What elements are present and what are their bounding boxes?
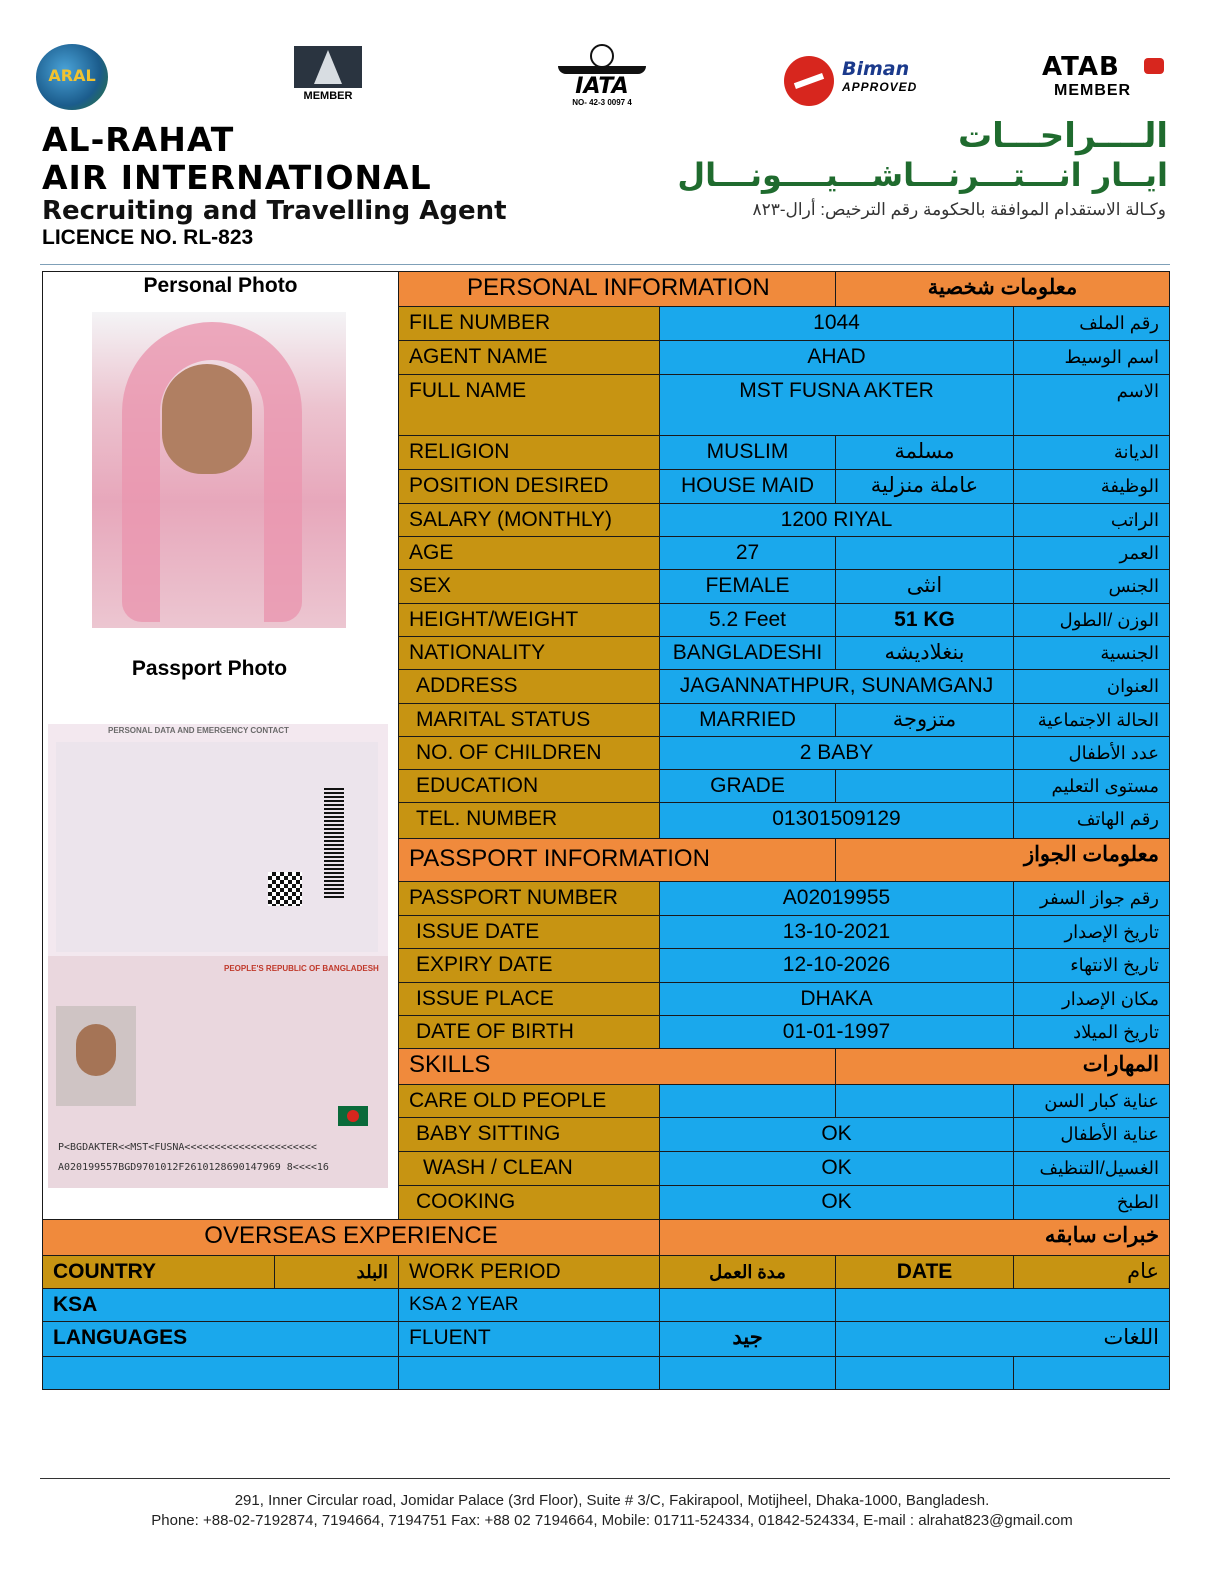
personal-label-4: POSITION DESIRED	[409, 474, 609, 497]
country-header-arabic-text: البلد	[356, 1262, 388, 1282]
globe-icon	[590, 44, 614, 68]
personal-label-10: ADDRESS	[416, 674, 518, 697]
passport-value-3: DHAKA	[800, 987, 873, 1010]
personal-photo	[92, 312, 346, 628]
personal-label-2-cell	[398, 374, 660, 436]
company-name-arabic-line2: ايــار انـــتـــرنـــاشـــيــــونـــال	[677, 156, 1168, 194]
bangladesh-flag-icon	[338, 1106, 368, 1126]
personal-value-arabic-8-cell	[835, 603, 1014, 637]
passport-arabic-label-1-cell	[1013, 915, 1170, 949]
footer-divider	[40, 1478, 1170, 1479]
personal-arabic-label-8-cell	[1013, 603, 1170, 637]
experience-date-cell	[835, 1288, 1170, 1322]
personal-arabic-label-14-cell	[1013, 802, 1170, 839]
company-tagline: Recruiting and Travelling Agent	[42, 196, 507, 226]
aaira-logo	[294, 46, 362, 102]
personal-value-arabic-4-cell	[835, 469, 1014, 504]
personal-value-arabic-7: انثى	[906, 574, 943, 597]
personal-label-10-cell	[398, 669, 660, 704]
passport-arabic-label-3: مكان الإصدار	[1062, 989, 1159, 1009]
personal-value-arabic-11-cell	[835, 703, 1014, 737]
personal-value-7-cell	[659, 569, 836, 604]
personal-arabic-label-11-cell	[1013, 703, 1170, 737]
languages-value: FLUENT	[409, 1326, 491, 1349]
work-period-header	[398, 1255, 660, 1289]
personal-arabic-label-4-cell	[1013, 469, 1170, 504]
personal-arabic-label-2: الاسم	[1116, 381, 1159, 401]
overseas-heading-text: OVERSEAS EXPERIENCE	[204, 1222, 498, 1249]
work-period-header-arabic-text: مدة العمل	[709, 1262, 786, 1282]
atab-member-text: MEMBER	[1054, 82, 1132, 99]
skills-value-3: OK	[821, 1190, 852, 1213]
personal-value-1: AHAD	[807, 345, 866, 368]
personal-arabic-label-2-cell	[1013, 374, 1170, 436]
skills-value-extra-0-cell	[835, 1084, 1014, 1118]
personal-value-14-cell	[659, 802, 1014, 839]
passport-barcode	[324, 788, 344, 898]
personal-label-12: NO. OF CHILDREN	[416, 741, 602, 764]
personal-arabic-label-13-cell	[1013, 769, 1170, 803]
country-header-arabic	[274, 1255, 399, 1289]
skills-label-3-cell	[398, 1185, 660, 1220]
date-header-arabic	[1013, 1255, 1170, 1289]
personal-label-13-cell	[398, 769, 660, 803]
passport-label-4: DATE OF BIRTH	[416, 1020, 574, 1043]
personal-arabic-label-6-cell	[1013, 536, 1170, 570]
personal-label-9-cell	[398, 636, 660, 670]
passport-info-heading-arabic-text: معلومات الجواز	[1023, 843, 1159, 866]
personal-label-4-cell	[398, 469, 660, 504]
personal-value-10-cell	[659, 669, 1014, 704]
company-licence-arabic: وكـالة الاستقدام الموافقة بالحكومة رقم الترخيص: أرال-٨٢٣	[752, 200, 1166, 219]
iata-number: NO- 42-3 0097 4	[572, 98, 632, 107]
personal-value-12: 2 BABY	[799, 741, 874, 764]
skills-label-1: BABY SITTING	[416, 1122, 561, 1145]
passport-arabic-label-0-cell	[1013, 881, 1170, 916]
experience-period-value: KSA 2 YEAR	[409, 1294, 519, 1315]
passport-value-4: 01-01-1997	[782, 1020, 891, 1043]
passport-value-0-cell	[659, 881, 1014, 916]
skills-arabic-label-3-cell	[1013, 1185, 1170, 1220]
personal-label-1: AGENT NAME	[409, 345, 548, 368]
passport-label-1: ISSUE DATE	[416, 920, 540, 943]
passport-value-2-cell	[659, 948, 1014, 983]
skills-arabic-label-2: الغسيل/التنظيف	[1039, 1158, 1159, 1178]
licence-number: LICENCE NO. RL-823	[42, 226, 254, 249]
headscarf-shape	[122, 322, 302, 622]
empty-row-cell-2	[398, 1356, 660, 1390]
personal-value-4: HOUSE MAID	[680, 474, 814, 497]
skills-arabic-label-0-cell	[1013, 1084, 1170, 1118]
personal-value-3: MUSLIM	[706, 440, 789, 463]
passport-page-heading: PERSONAL DATA AND EMERGENCY CONTACT	[108, 726, 289, 735]
personal-value-13-cell	[659, 769, 836, 803]
personal-label-3-cell	[398, 435, 660, 470]
personal-value-6-cell	[659, 536, 836, 570]
personal-arabic-label-11: الحالة الاجتماعية	[1037, 710, 1159, 730]
atab-emblem-icon	[1144, 58, 1164, 74]
passport-mrz-line2: A020199557BGD9701012F2610128690147969 8<<<<16	[58, 1162, 329, 1173]
empty-row-cell-5	[1013, 1356, 1170, 1390]
skills-label-2-cell	[398, 1151, 660, 1186]
passport-arabic-label-4-cell	[1013, 1015, 1170, 1049]
passport-info-heading	[398, 838, 836, 882]
personal-value-arabic-9: بنغلاديشه	[884, 641, 965, 664]
personal-label-0: FILE NUMBER	[409, 311, 551, 334]
personal-value-5: 1200 RIYAL	[780, 508, 893, 531]
languages-arabic-label: اللغات	[1103, 1326, 1159, 1349]
passport-value-3-cell	[659, 982, 1014, 1016]
passport-info-heading-text: PASSPORT INFORMATION	[409, 845, 710, 872]
date-header	[835, 1255, 1014, 1289]
personal-arabic-label-0-cell	[1013, 306, 1170, 341]
personal-value-8-cell	[659, 603, 836, 637]
personal-arabic-label-13: مستوى التعليم	[1051, 776, 1159, 796]
skills-value-1: OK	[821, 1122, 852, 1145]
footer-contact: Phone: +88-02-7192874, 7194664, 7194751 Fax: +88 02 7194664, Mobile: 01711-524334, 01842-524334, E-mail : alrahat823@gmail.com	[151, 1512, 1073, 1529]
personal-label-1-cell	[398, 340, 660, 375]
date-header-arabic-text: عام	[1127, 1260, 1159, 1283]
passport-mrz-line1: P<BGDAKTER<<MST<FUSNA<<<<<<<<<<<<<<<<<<<<<<	[58, 1142, 317, 1153]
passport-label-4-cell	[398, 1015, 660, 1049]
personal-info-heading-arabic	[835, 271, 1170, 307]
languages-arabic-cell	[835, 1321, 1170, 1357]
passport-bio-page	[48, 956, 388, 1188]
personal-arabic-label-4: الوظيفة	[1100, 476, 1159, 496]
skills-arabic-label-1: عناية الأطفال	[1060, 1124, 1159, 1144]
personal-label-5-cell	[398, 503, 660, 537]
personal-value-12-cell	[659, 736, 1014, 770]
company-name-line1: AL-RAHAT	[42, 120, 235, 159]
personal-label-5: SALARY (MONTHLY)	[409, 508, 613, 531]
passport-label-2: EXPIRY DATE	[416, 953, 553, 976]
personal-value-2: MST FUSNA AKTER	[739, 379, 934, 402]
personal-value-10: JAGANNATHPUR, SUNAMGANJ	[679, 674, 994, 697]
personal-label-9: NATIONALITY	[409, 641, 546, 664]
personal-arabic-label-9: الجنسية	[1100, 643, 1159, 663]
personal-arabic-label-7: الجنس	[1108, 576, 1159, 596]
passport-holder-photo	[56, 1006, 136, 1106]
aral-logo	[36, 44, 108, 110]
biman-logo	[784, 56, 934, 106]
passport-info-heading-arabic	[835, 838, 1170, 882]
personal-value-arabic-13-cell	[835, 769, 1014, 803]
skills-heading-arabic-text: المهارات	[1082, 1053, 1159, 1076]
passport-arabic-label-0: رقم جواز السفر	[1040, 888, 1159, 908]
personal-value-13: GRADE	[710, 774, 785, 797]
passport-arabic-label-2: تاريخ الانتهاء	[1070, 955, 1159, 975]
personal-info-heading-arabic-text: معلومات شخصية	[927, 276, 1078, 299]
personal-label-11-cell	[398, 703, 660, 737]
work-period-header-text: WORK PERIOD	[409, 1260, 561, 1283]
atab-logo	[1038, 52, 1170, 100]
country-header	[42, 1255, 275, 1289]
personal-value-14: 01301509129	[772, 807, 901, 830]
qr-code-icon	[268, 872, 302, 906]
experience-period-arabic-cell	[659, 1288, 836, 1322]
experience-country-cell	[42, 1288, 399, 1322]
overseas-heading-arabic	[659, 1219, 1170, 1256]
personal-arabic-label-12-cell	[1013, 736, 1170, 770]
personal-photo-label: Personal Photo	[143, 274, 298, 297]
aaira-tower-icon	[314, 50, 342, 84]
personal-value-9-cell	[659, 636, 836, 670]
personal-value-arabic-4: عاملة منزلية	[870, 474, 979, 497]
personal-label-7: SEX	[409, 574, 452, 597]
aral-logo-text: ARAL	[48, 66, 96, 85]
empty-row-cell-1	[42, 1356, 399, 1390]
personal-arabic-label-7-cell	[1013, 569, 1170, 604]
skills-heading	[398, 1048, 836, 1085]
passport-arabic-label-3-cell	[1013, 982, 1170, 1016]
passport-value-4-cell	[659, 1015, 1014, 1049]
personal-arabic-label-5: الراتب	[1110, 510, 1159, 530]
personal-arabic-label-3-cell	[1013, 435, 1170, 470]
aaira-member-text: MEMBER	[303, 90, 353, 102]
personal-value-3-cell	[659, 435, 836, 470]
iata-wings-icon	[558, 66, 646, 74]
personal-label-2: FULL NAME	[409, 379, 527, 402]
personal-arabic-label-3: الديانة	[1113, 442, 1159, 462]
passport-data-page	[56, 742, 378, 952]
passport-country-title: PEOPLE'S REPUBLIC OF BANGLADESH	[224, 964, 379, 973]
languages-label: LANGUAGES	[53, 1326, 188, 1349]
personal-arabic-label-0: رقم الملف	[1079, 313, 1159, 333]
country-header-text: COUNTRY	[53, 1260, 157, 1283]
personal-value-9: BANGLADESHI	[672, 641, 823, 664]
personal-arabic-label-10-cell	[1013, 669, 1170, 704]
personal-arabic-label-12: عدد الأطفال	[1068, 743, 1159, 763]
personal-value-6: 27	[735, 541, 760, 564]
languages-value-cell	[398, 1321, 660, 1357]
skills-label-0: CARE OLD PEOPLE	[409, 1089, 607, 1112]
passport-label-3: ISSUE PLACE	[416, 987, 554, 1010]
empty-row-cell-3	[659, 1356, 836, 1390]
passport-value-1: 13-10-2021	[782, 920, 891, 943]
skills-heading-text: SKILLS	[409, 1051, 491, 1078]
personal-value-0: 1044	[813, 311, 860, 334]
personal-info-heading-text: PERSONAL INFORMATION	[467, 274, 770, 301]
skills-arabic-label-0: عناية كبار السن	[1044, 1091, 1159, 1111]
personal-label-13: EDUCATION	[416, 774, 539, 797]
personal-value-arabic-7-cell	[835, 569, 1014, 604]
passport-value-2: 12-10-2026	[782, 953, 891, 976]
languages-label-cell	[42, 1321, 399, 1357]
skills-value-0-cell	[659, 1084, 836, 1118]
personal-value-arabic-9-cell	[835, 636, 1014, 670]
atab-text: ATAB	[1042, 52, 1120, 82]
personal-value-arabic-8: 51 KG	[894, 608, 955, 631]
personal-value-arabic-11: متزوجة	[892, 708, 957, 731]
passport-value-0: A02019955	[782, 886, 891, 909]
overseas-heading	[42, 1219, 660, 1256]
personal-label-0-cell	[398, 306, 660, 341]
personal-label-8: HEIGHT/WEIGHT	[409, 608, 579, 631]
skills-value-3-cell	[659, 1185, 1014, 1220]
passport-label-1-cell	[398, 915, 660, 949]
skills-value-1-cell	[659, 1117, 1014, 1152]
empty-row-cell-4	[835, 1356, 1014, 1390]
date-header-text: DATE	[896, 1260, 953, 1283]
passport-scan	[48, 724, 388, 1188]
iata-text: IATA	[575, 74, 629, 99]
personal-value-5-cell	[659, 503, 1014, 537]
personal-arabic-label-6: العمر	[1119, 543, 1159, 563]
skills-arabic-label-2-cell	[1013, 1151, 1170, 1186]
personal-arabic-label-9-cell	[1013, 636, 1170, 670]
passport-value-1-cell	[659, 915, 1014, 949]
company-name-line2: AIR INTERNATIONAL	[42, 158, 432, 197]
personal-label-14-cell	[398, 802, 660, 839]
biman-text: Biman	[842, 58, 910, 80]
skills-arabic-label-1-cell	[1013, 1117, 1170, 1152]
footer-address: 291, Inner Circular road, Jomidar Palace (3rd Floor), Suite # 3/C, Fakirapool, Motijheel, Dhaka-1000, Bangladesh.	[234, 1492, 990, 1509]
personal-value-11-cell	[659, 703, 836, 737]
header-divider	[40, 264, 1170, 265]
skills-arabic-label-3: الطبخ	[1116, 1192, 1159, 1212]
personal-label-12-cell	[398, 736, 660, 770]
passport-label-0-cell	[398, 881, 660, 916]
skills-value-2-cell	[659, 1151, 1014, 1186]
personal-arabic-label-14: رقم الهاتف	[1076, 809, 1159, 829]
personal-arabic-label-1-cell	[1013, 340, 1170, 375]
passport-label-3-cell	[398, 982, 660, 1016]
skills-label-0-cell	[398, 1084, 660, 1118]
skills-heading-arabic	[835, 1048, 1170, 1085]
personal-arabic-label-8: الوزن /الطول	[1059, 610, 1159, 630]
personal-value-4-cell	[659, 469, 836, 504]
overseas-heading-arabic-text: خبرات سابقه	[1044, 1224, 1159, 1247]
personal-label-6-cell	[398, 536, 660, 570]
personal-arabic-label-10: العنوان	[1106, 676, 1159, 696]
skills-label-2: WASH / CLEAN	[423, 1156, 573, 1179]
skills-value-2: OK	[821, 1156, 852, 1179]
languages-value-arabic-cell	[659, 1321, 836, 1357]
personal-value-7: FEMALE	[705, 574, 790, 597]
experience-period-cell	[398, 1288, 660, 1322]
biman-stork-icon	[784, 56, 834, 106]
passport-label-0: PASSPORT NUMBER	[409, 886, 618, 909]
personal-label-11: MARITAL STATUS	[416, 708, 591, 731]
passport-photo-label: Passport Photo	[131, 657, 288, 680]
experience-country-value: KSA	[53, 1293, 98, 1316]
passport-label-2-cell	[398, 948, 660, 983]
personal-label-7-cell	[398, 569, 660, 604]
personal-value-arabic-6-cell	[835, 536, 1014, 570]
skills-label-3: COOKING	[416, 1190, 516, 1213]
languages-value-arabic: جيد	[732, 1326, 763, 1349]
personal-value-8: 5.2 Feet	[708, 608, 787, 631]
passport-arabic-label-2-cell	[1013, 948, 1170, 983]
personal-label-14: TEL. NUMBER	[416, 807, 558, 830]
personal-label-6: AGE	[409, 541, 454, 564]
personal-label-8-cell	[398, 603, 660, 637]
personal-label-3: RELIGION	[409, 440, 510, 463]
company-name-arabic-line1: الــــراحـــات	[957, 116, 1168, 156]
skills-label-1-cell	[398, 1117, 660, 1152]
personal-value-2-cell	[659, 374, 1014, 436]
passport-arabic-label-4: تاريخ الميلاد	[1073, 1022, 1159, 1042]
biman-approved-text: APPROVED	[842, 80, 918, 94]
passport-arabic-label-1: تاريخ الإصدار	[1064, 922, 1159, 942]
personal-value-arabic-3-cell	[835, 435, 1014, 470]
personal-arabic-label-5-cell	[1013, 503, 1170, 537]
personal-info-heading	[398, 271, 836, 307]
personal-value-0-cell	[659, 306, 1014, 341]
personal-value-1-cell	[659, 340, 1014, 375]
personal-value-arabic-3: مسلمة	[894, 440, 955, 463]
iata-logo	[556, 44, 648, 108]
work-period-header-arabic	[659, 1255, 836, 1289]
personal-value-11: MARRIED	[699, 708, 796, 731]
personal-arabic-label-1: اسم الوسيط	[1064, 347, 1159, 367]
